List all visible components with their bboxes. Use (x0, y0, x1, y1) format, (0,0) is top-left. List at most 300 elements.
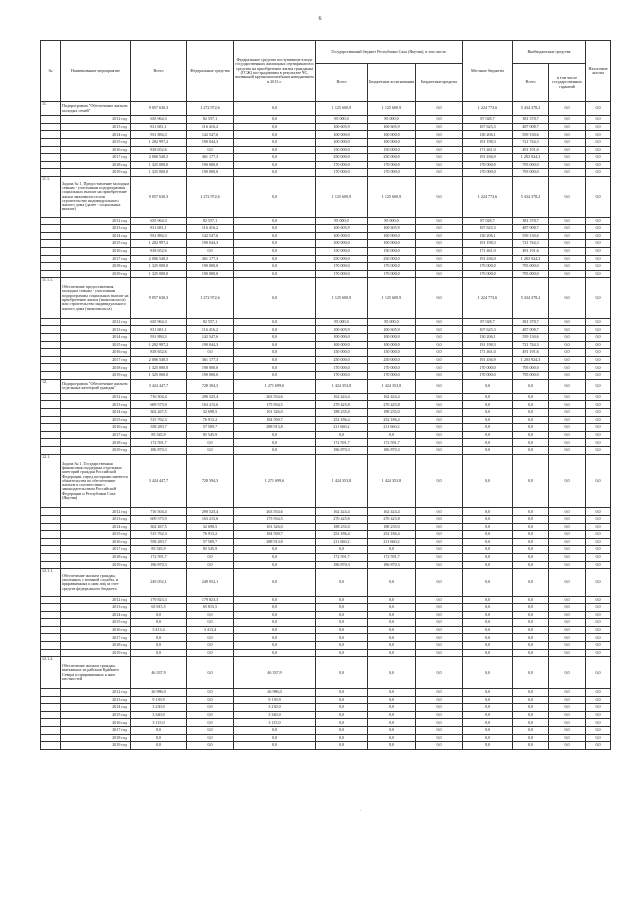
row-value: 0,0 (234, 240, 316, 248)
row-value: 1 325 000,0 (131, 372, 187, 380)
row-value: 186 870,3 (368, 561, 416, 569)
row-value: 0,0 (463, 696, 513, 704)
row-value: 0,0 (463, 538, 513, 546)
row-value: 0,0 (234, 270, 316, 278)
row-value: 0,0 (234, 225, 316, 233)
row-value: 0,0 (131, 734, 187, 742)
row-value: 100 000,0 (368, 138, 416, 146)
row-value: 170 000,0 (316, 263, 368, 271)
row-value: 3 424 447,7 (131, 379, 187, 393)
row-value: 0,0 (187, 657, 234, 689)
row-index (41, 704, 61, 712)
year-row (41, 538, 611, 546)
row-index (41, 326, 61, 334)
row-value: 0,0 (586, 454, 611, 508)
row-value: 0,0 (234, 334, 316, 342)
row-value: 0,0 (513, 561, 549, 569)
row-value: 728 394,3 (187, 454, 234, 508)
row-value: 635 964,3 (131, 217, 187, 225)
year-row (41, 649, 611, 657)
row-index (41, 604, 61, 612)
row-value: 0,0 (513, 569, 549, 596)
row-value: 0,0 (549, 326, 586, 334)
row-value: 171 461,0 (463, 349, 513, 357)
row-year-label: 2019 год (61, 446, 131, 454)
row-value: 190 000,0 (187, 161, 234, 169)
row-value: 0,0 (513, 719, 549, 727)
row-value: 0,0 (549, 515, 586, 523)
row-year-label: 2014 год (61, 334, 131, 342)
row-value: 0,0 (187, 619, 234, 627)
row-value: 0,0 (586, 409, 611, 417)
row-value: 0,0 (234, 326, 316, 334)
row-value: 2 006 540,5 (131, 154, 187, 162)
year-row (41, 401, 611, 409)
year-row (41, 634, 611, 642)
row-value: 0,0 (549, 225, 586, 233)
row-value: 0,0 (187, 553, 234, 561)
row-value: 0,0 (586, 523, 611, 531)
row-value: 263 554,6 (234, 508, 316, 516)
year-row (41, 409, 611, 417)
year-row (41, 689, 611, 697)
row-value: 0,0 (549, 538, 586, 546)
row-value: 0,0 (316, 742, 368, 750)
row-value: 170 000,0 (316, 270, 368, 278)
row-value: 170 000,0 (316, 364, 368, 372)
row-value: 0,0 (586, 225, 611, 233)
section-row (41, 657, 611, 689)
row-value: 1 203 924,3 (513, 356, 549, 364)
row-value: 100 605,9 (316, 225, 368, 233)
row-value: 82 557,1 (187, 116, 234, 124)
row-value: 0,0 (586, 446, 611, 454)
row-value: 0,0 (131, 649, 187, 657)
row-value: 0,0 (416, 161, 463, 169)
row-value: 0,0 (416, 318, 463, 326)
row-value: 0,0 (368, 596, 416, 604)
row-value: 0,0 (463, 409, 513, 417)
row-value: 0,0 (463, 596, 513, 604)
row-value: 491 191,6 (513, 349, 549, 357)
row-index: 11.1. (41, 176, 61, 217)
row-value: 1 125 600,9 (316, 278, 368, 319)
row-value: 0,0 (513, 734, 549, 742)
row-index (41, 424, 61, 432)
row-value: 190 000,0 (187, 263, 234, 271)
row-value: 130 206,1 (463, 131, 513, 139)
row-value: 0,0 (513, 742, 549, 750)
row-value: 0,0 (549, 131, 586, 139)
year-row (41, 742, 611, 750)
row-value: 0,0 (586, 416, 611, 424)
row-index (41, 634, 61, 642)
row-value: 191 436,9 (463, 356, 513, 364)
year-row (41, 561, 611, 569)
row-value: 0,0 (416, 176, 463, 217)
col-state-budget-header: Государственный бюджет Республики Саха (Якутия), в том числе: (316, 41, 463, 64)
row-index (41, 416, 61, 424)
row-value: 175 934,5 (234, 401, 316, 409)
row-value: 0,0 (586, 508, 611, 516)
row-value: 0,0 (549, 546, 586, 554)
row-value: 130 206,1 (463, 334, 513, 342)
section-row (41, 454, 611, 508)
row-value: 818 652,6 (131, 247, 187, 255)
row-index (41, 619, 61, 627)
row-value: 0,0 (549, 619, 586, 627)
row-value: 0,0 (549, 341, 586, 349)
row-value: 0,0 (416, 626, 463, 634)
row-year-label: 2012 год (61, 116, 131, 124)
row-value: 150 000,0 (368, 247, 416, 255)
row-year-label: 2019 год (61, 649, 131, 657)
row-value: 170 000,0 (368, 161, 416, 169)
row-value: 85 000,0 (368, 318, 416, 326)
row-value: 0,0 (463, 379, 513, 393)
row-value: 0,0 (368, 742, 416, 750)
year-row (41, 318, 611, 326)
row-value: 3 230,0 (234, 704, 316, 712)
row-value: 0,0 (416, 232, 463, 240)
row-value: 100 605,9 (316, 326, 368, 334)
row-year-label: 2015 год (61, 711, 131, 719)
row-value: 0,0 (513, 401, 549, 409)
row-value: 85 000,0 (368, 116, 416, 124)
row-value: 0,0 (549, 240, 586, 248)
row-index (41, 356, 61, 364)
row-value: 0,0 (234, 217, 316, 225)
row-value: 0,0 (513, 431, 549, 439)
row-value: 0,0 (586, 393, 611, 401)
row-value: 559 130,6 (513, 334, 549, 342)
year-row (41, 719, 611, 727)
row-value: 0,0 (586, 634, 611, 642)
row-value: 100 000,0 (368, 131, 416, 139)
row-value: 0,0 (234, 255, 316, 263)
row-index: 11.1.1. (41, 278, 61, 319)
row-year-label: 2013 год (61, 326, 131, 334)
row-value: 0,0 (316, 689, 368, 697)
row-value: 250 000,0 (368, 154, 416, 162)
row-value: 1 203 924,3 (513, 255, 549, 263)
section-row (41, 569, 611, 596)
row-value: 0,0 (586, 217, 611, 225)
row-value: 0,0 (416, 719, 463, 727)
row-value: 0,0 (416, 742, 463, 750)
row-year-label: 2017 год (61, 431, 131, 439)
row-year-label: 2015 год (61, 240, 131, 248)
row-value: 0,0 (513, 626, 549, 634)
row-value: 0,0 (513, 409, 549, 417)
row-year-label: 2014 год (61, 131, 131, 139)
row-value: 0,0 (549, 424, 586, 432)
row-value: 26 986,0 (131, 689, 187, 697)
row-year-label: 2012 год (61, 217, 131, 225)
row-value: 0,0 (316, 704, 368, 712)
row-value: 0,0 (463, 619, 513, 627)
row-index (41, 217, 61, 225)
row-value: 0,0 (586, 515, 611, 523)
row-value: 0,0 (416, 102, 463, 116)
row-value: 0,0 (416, 372, 463, 380)
row-value: 0,0 (586, 719, 611, 727)
year-row (41, 642, 611, 650)
row-year-label: 2017 год (61, 356, 131, 364)
row-value: 270 425,8 (368, 401, 416, 409)
row-value: 0,0 (416, 225, 463, 233)
row-value: 0,0 (416, 454, 463, 508)
row-value: 190 000,0 (187, 169, 234, 177)
row-value: 0,0 (416, 247, 463, 255)
row-value: 0,0 (368, 634, 416, 642)
row-index (41, 596, 61, 604)
row-value: 0,0 (234, 619, 316, 627)
row-value: 0,0 (234, 341, 316, 349)
row-value: 795 000,0 (513, 364, 549, 372)
row-value: 170 000,0 (463, 364, 513, 372)
row-value: 0,0 (586, 742, 611, 750)
year-row (41, 247, 611, 255)
row-value: 0,0 (316, 642, 368, 650)
row-value: 0,0 (549, 569, 586, 596)
row-index (41, 649, 61, 657)
row-value: 0,0 (513, 454, 549, 508)
row-value: 0,0 (416, 546, 463, 554)
row-value: 100 000,0 (368, 341, 416, 349)
row-value: 57 509,7 (187, 538, 234, 546)
row-value: 0,0 (586, 546, 611, 554)
row-value: 0,0 (513, 657, 549, 689)
row-value: 211 660,2 (316, 424, 368, 432)
col-federal-header: Федеральные средства (187, 41, 234, 102)
row-value: 0,0 (463, 431, 513, 439)
row-value: 728 394,3 (187, 379, 234, 393)
row-value: 46 337,9 (234, 657, 316, 689)
row-value: 0,0 (416, 263, 463, 271)
row-value: 250 000,0 (316, 255, 368, 263)
row-value: 170 000,0 (316, 169, 368, 177)
row-value: 795 000,0 (513, 161, 549, 169)
row-value: 142 547,6 (187, 334, 234, 342)
row-value: 100 000,0 (368, 232, 416, 240)
table-header (41, 41, 611, 102)
year-row (41, 546, 611, 554)
row-value: 26 986,0 (234, 689, 316, 697)
row-value: 0,0 (586, 626, 611, 634)
row-value: 85 545,9 (187, 431, 234, 439)
row-value: 116 416,2 (187, 123, 234, 131)
row-value: 818 652,6 (131, 146, 187, 154)
row-index (41, 247, 61, 255)
row-index (41, 131, 61, 139)
row-value: 0,0 (513, 531, 549, 539)
row-value: 0,0 (416, 657, 463, 689)
row-value: 0,0 (316, 619, 368, 627)
row-year-label: 2018 год (61, 553, 131, 561)
row-value: 0,0 (586, 561, 611, 569)
row-value: 0,0 (513, 553, 549, 561)
row-value: 795 000,0 (513, 263, 549, 271)
year-row (41, 225, 611, 233)
row-index (41, 116, 61, 124)
row-value: 0,0 (586, 176, 611, 217)
row-value: 0,0 (316, 626, 368, 634)
row-value: 0,0 (416, 704, 463, 712)
row-value: 0,0 (234, 649, 316, 657)
row-index (41, 561, 61, 569)
row-value: 0,0 (234, 372, 316, 380)
row-value: 116 416,2 (187, 326, 234, 334)
col-ob-total-header: Всего (513, 64, 549, 102)
row-value: 0,0 (549, 176, 586, 217)
row-index (41, 696, 61, 704)
row-value: 0,0 (513, 619, 549, 627)
row-value: 170 000,0 (316, 372, 368, 380)
row-value: 3 340,0 (234, 711, 316, 719)
row-value: 101 326,0 (234, 409, 316, 417)
row-value: 0,0 (549, 154, 586, 162)
row-value: 0,0 (416, 604, 463, 612)
row-value: 3 413,4 (131, 626, 187, 634)
row-value: 0,0 (549, 334, 586, 342)
year-row (41, 704, 611, 712)
row-value: 249 052,1 (187, 569, 234, 596)
row-value: 188 235,0 (368, 409, 416, 417)
row-value: 1 202 997,2 (131, 341, 187, 349)
row-value: 0,0 (549, 372, 586, 380)
row-year-label: 2012 год (61, 689, 131, 697)
row-value: 721 744,3 (513, 240, 549, 248)
row-year-label: 2013 год (61, 696, 131, 704)
row-value: 1 272 972,6 (187, 176, 234, 217)
row-value: 0,0 (368, 719, 416, 727)
row-value: 0,0 (586, 161, 611, 169)
row-value: 931 884,3 (131, 131, 187, 139)
row-value: 85 000,0 (316, 116, 368, 124)
year-row (41, 116, 611, 124)
row-value: 0,0 (316, 569, 368, 596)
row-value: 0,0 (416, 116, 463, 124)
row-value: 0,0 (416, 531, 463, 539)
row-index (41, 538, 61, 546)
row-value: 100 000,0 (316, 232, 368, 240)
row-value: 172 591,7 (368, 553, 416, 561)
row-value: 0,0 (234, 154, 316, 162)
row-value: 0,0 (187, 696, 234, 704)
row-value: 100 000,0 (316, 240, 368, 248)
row-value: 635 964,3 (131, 318, 187, 326)
row-year-label: 2018 год (61, 364, 131, 372)
row-value: 559 130,6 (513, 232, 549, 240)
row-value: 609 575,9 (131, 515, 187, 523)
row-value: 0,0 (187, 611, 234, 619)
row-value: 0,0 (586, 538, 611, 546)
row-year-label: 2012 год (61, 508, 131, 516)
row-value: 0,0 (234, 176, 316, 217)
row-value: 130 206,1 (463, 232, 513, 240)
row-year-label: 2016 год (61, 719, 131, 727)
row-value: 0,0 (234, 131, 316, 139)
row-value: 0,0 (368, 604, 416, 612)
row-value: 0,0 (513, 379, 549, 393)
row-value: 0,0 (234, 634, 316, 642)
row-value: 250 000,0 (316, 154, 368, 162)
row-value: 170 000,0 (368, 270, 416, 278)
row-index (41, 626, 61, 634)
row-value: 0,0 (234, 349, 316, 357)
row-value: 0,0 (586, 138, 611, 146)
row-value: 3 413,4 (187, 626, 234, 634)
row-value: 46 337,9 (131, 657, 187, 689)
row-value: 0,0 (549, 364, 586, 372)
row-value: 0,0 (463, 634, 513, 642)
row-value: 811 681,1 (131, 123, 187, 131)
row-value: 0,0 (586, 401, 611, 409)
row-value: 0,0 (586, 569, 611, 596)
row-value: 0,0 (416, 138, 463, 146)
row-value: 162 424,4 (368, 508, 416, 516)
row-value: 190 000,0 (187, 364, 234, 372)
row-value: 0,0 (549, 439, 586, 447)
row-value: 85 545,9 (131, 546, 187, 554)
row-value: 85 000,0 (316, 217, 368, 225)
row-value: 184 590,7 (234, 531, 316, 539)
row-year-label: 2019 год (61, 372, 131, 380)
row-year-label: 2017 год (61, 255, 131, 263)
row-value: 211 660,2 (316, 538, 368, 546)
row-value: 0,0 (316, 634, 368, 642)
row-index (41, 225, 61, 233)
year-row (41, 123, 611, 131)
row-index (41, 689, 61, 697)
row-value: 0,0 (513, 649, 549, 657)
row-value: 0,0 (586, 642, 611, 650)
row-value: 0,0 (234, 364, 316, 372)
row-value: 0,0 (513, 515, 549, 523)
row-value: 290 525,4 (187, 508, 234, 516)
row-value: 0,0 (513, 424, 549, 432)
row-value: 85 000,0 (368, 217, 416, 225)
row-year-label: 2015 год (61, 416, 131, 424)
row-value: 0,0 (416, 619, 463, 627)
row-value: 150 000,0 (368, 146, 416, 154)
row-value: 0,0 (131, 634, 187, 642)
row-year-label: 2017 год (61, 727, 131, 735)
row-value: 0,0 (368, 711, 416, 719)
row-value: 0,0 (586, 255, 611, 263)
year-row (41, 596, 611, 604)
row-value: 0,0 (234, 102, 316, 116)
table-body (41, 102, 611, 750)
row-value: 211 660,2 (368, 538, 416, 546)
row-value: 0,0 (549, 657, 586, 689)
row-value: 0,0 (368, 649, 416, 657)
year-row (41, 439, 611, 447)
row-value: 0,0 (416, 696, 463, 704)
row-value: 0,0 (416, 146, 463, 154)
row-year-label: 2013 год (61, 123, 131, 131)
row-value: 100 000,0 (368, 334, 416, 342)
row-value: 184 590,7 (234, 416, 316, 424)
row-value: 170 000,0 (368, 372, 416, 380)
row-value: 0,0 (586, 240, 611, 248)
row-value: 491 191,6 (513, 247, 549, 255)
row-index: 12.1. (41, 454, 61, 508)
row-value: 0,0 (586, 116, 611, 124)
row-value: 0,0 (586, 372, 611, 380)
row-value: 0,0 (586, 341, 611, 349)
